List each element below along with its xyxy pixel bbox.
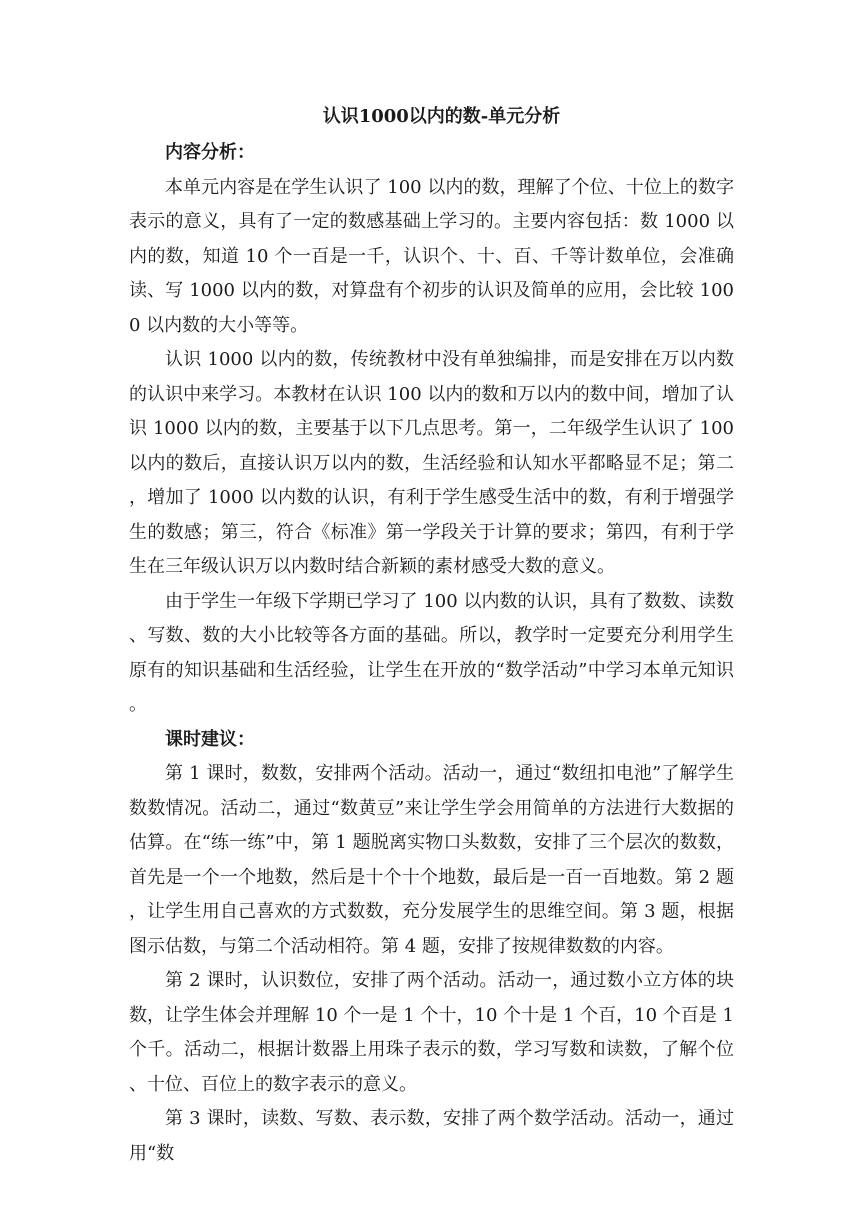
section-heading-content-analysis: 内容分析：: [165, 142, 255, 163]
paragraph: 第 1 课时，数数，安排两个活动。活动一，通过“数纽扣电池”了解学生数数情况。活动二，通过“数黄豆”来让学生学会用简单的方法进行大数据的估算。在“练一练”中，第 1 题脱离实物口头数数，安排了三个层次的数数，首先是一个一个地数，然后是十个十个地数，最后是一百一百地数。第 2 题，让学生用自己喜欢的方式数数，充分发展学生的思维空间。第 3 题，根据图示估数，与第二个活动相符。第 4 题，安排了按规律数数的内容。: [129, 763, 734, 957]
paragraph: 本单元内容是在学生认识了 100 以内的数，理解了个位、十位上的数字表示的意义，具有了一定的数感基础上学习的。主要内容包括：数 1000 以内的数，知道 10 个一百是一千，认识个、十、百、千等计数单位，会准确读、写 1000 以内的数，对算盘有个初步的认识及简单的应用，会比较 1000 以内数的大小等等。: [129, 176, 734, 336]
document-body: [129, 100, 734, 1171]
document-title: 认识1000以内的数-单元分析: [322, 106, 561, 127]
paragraph: 第 2 课时，认识数位，安排了两个活动。活动一，通过数小立方体的块数，让学生体会并理解 10 个一是 1 个十，10 个十是 1 个百，10 个百是 1 个千。活动二，根据计数器上用珠子表示的数，学习写数和读数，了解个位、十位、百位上的数字表示的意义。: [129, 970, 734, 1095]
paragraph: 由于学生一年级下学期已学习了 100 以内数的认识，具有了数数、读数、写数、数的大小比较等各方面的基础。所以，教学时一定要充分利用学生原有的知识基础和生活经验，让学生在开放的“数学活动”中学习本单元知识。: [129, 590, 734, 715]
paragraph: 认识 1000 以内的数，传统教材中没有单独编排，而是安排在万以内数的认识中来学习。本教材在认识 100 以内的数和万以内的数中间，增加了认识 1000 以内的数，主要基于以下几点思考。第一，二年级学生认识了 100 以内的数后，直接认识万以内的数，生活经验和认知水平都略显不足；第二，增加了 1000 以内数的认识，有利于学生感受生活中的数，有利于增强学生的数感；第三，符合《标准》第一学段关于计算的要求；第四，有利于学生在三年级认识万以内数时结合新颖的素材感受大数的意义。: [129, 349, 734, 577]
section-heading-lesson-suggestions: 课时建议：: [165, 728, 255, 750]
paragraph: 第 3 课时，读数、写数、表示数，安排了两个数学活动。活动一，通过用“数: [129, 1108, 734, 1164]
